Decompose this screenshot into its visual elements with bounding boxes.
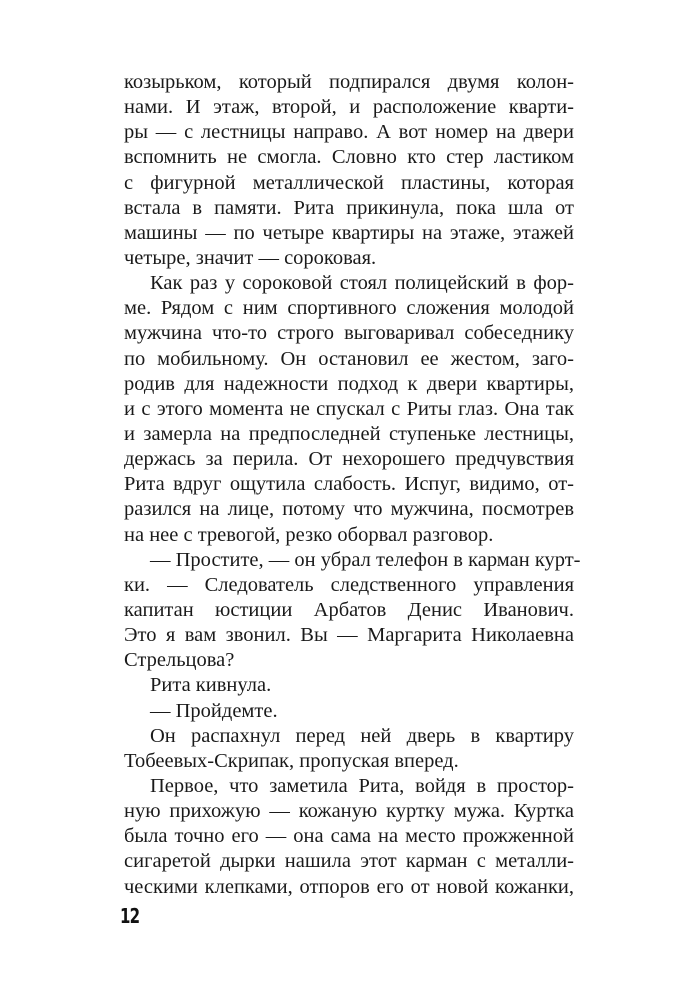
text-line: Рита вдруг ощутила слабость. Испуг, видимо, от- xyxy=(124,473,574,496)
text-line: Тобеевых-Скрипак, пропуская вперед. xyxy=(124,749,459,772)
text-line: с фигурной металлической пластины, которая xyxy=(124,171,574,194)
text-line: четыре, значит — сороковая. xyxy=(124,246,377,269)
text-line: разился на лице, потому что мужчина, посмотрев xyxy=(124,498,574,521)
text-line: ческими клепками, отпоров его от новой кожанки, xyxy=(124,875,574,898)
text-line: сигаретой дырки нашила этот карман с металли- xyxy=(124,850,574,873)
text-line: Стрельцова? xyxy=(124,649,235,672)
text-line: Это я вам звонил. Вы — Маргарита Николаевна xyxy=(124,624,574,647)
text-line: держась за перила. От нехорошего предчувствия xyxy=(124,448,574,471)
page-number: 12 xyxy=(120,904,140,928)
text-line: ную прихожую — кожаную куртку мужа. Куртка xyxy=(124,800,574,823)
text-line: по мобильному. Он остановил ее жестом, заго- xyxy=(124,347,574,370)
text-line: — Пройдемте. xyxy=(150,699,278,722)
text-line: ры — с лестницы направо. А вот номер на двери xyxy=(124,121,574,144)
text-line: Первое, что заметила Рита, войдя в простор- xyxy=(150,774,574,797)
text-line: на нее с тревогой, резко оборвал разговор. xyxy=(124,523,494,546)
text-line: козырьком, который подпирался двумя колон- xyxy=(124,71,574,93)
body-text xyxy=(124,70,581,900)
text-line: и с этого момента не спускал с Риты глаз. Она так xyxy=(124,397,574,420)
text-line: Он распахнул перед ней дверь в квартиру xyxy=(150,724,574,747)
text-line: вспомнить не смогла. Словно кто стер ластиком xyxy=(124,146,574,169)
text-line: капитан юстиции Арбатов Денис Иванович. xyxy=(124,598,574,621)
text-line: мужчина что-то строго выговаривал собеседнику xyxy=(124,322,574,345)
text-line: Рита кивнула. xyxy=(150,674,272,697)
text-line: ме. Рядом с ним спортивного сложения молодой xyxy=(124,297,574,320)
text-line: родив для надежности подход к двери квартиры, xyxy=(124,372,574,395)
text-line: — Простите, — он убрал телефон в карман курт- xyxy=(150,548,581,571)
text-line: ки. — Следователь следственного управления xyxy=(124,573,574,596)
text-line: нами. И этаж, второй, и расположение кварти- xyxy=(124,96,574,119)
text-line: и замерла на предпоследней ступеньке лестницы, xyxy=(124,422,574,445)
text-line: Как раз у сороковой стоял полицейский в фор- xyxy=(150,272,574,295)
text-line: встала в памяти. Рита прикинула, пока шла от xyxy=(124,196,574,219)
text-line: машины — по четыре квартиры на этаже, этажей xyxy=(124,221,574,244)
text-line: была точно его — она сама на место прожженной xyxy=(124,825,574,848)
